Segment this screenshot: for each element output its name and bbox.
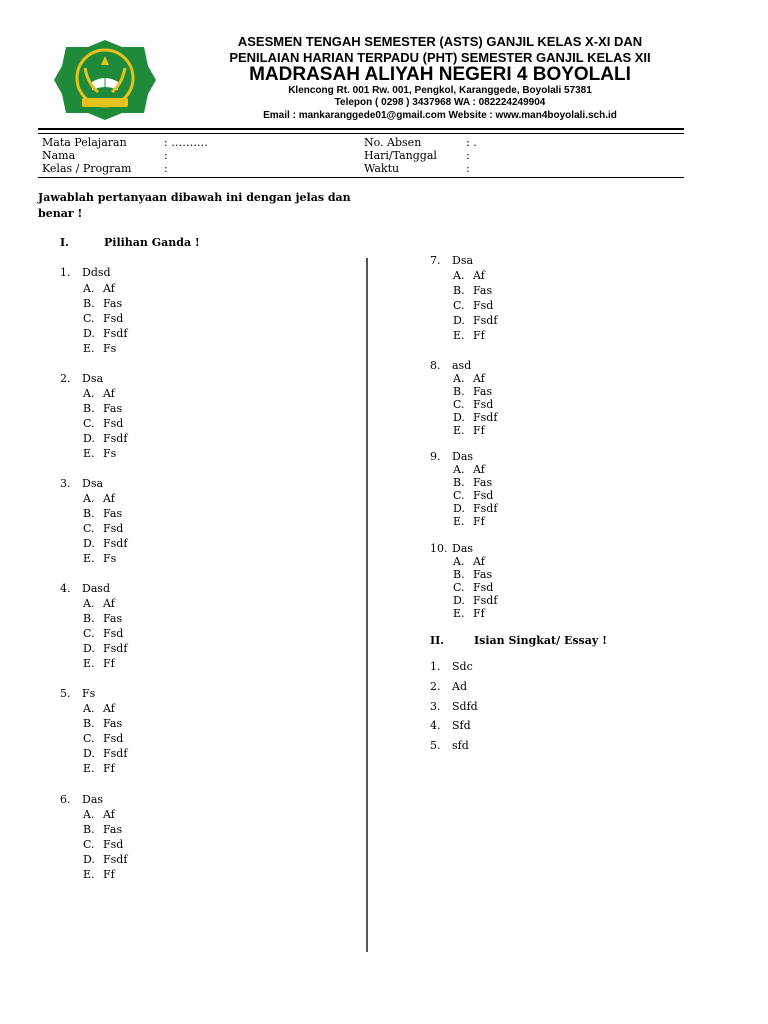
option-letter: C. <box>83 522 95 535</box>
subject-label: Mata Pelajaran <box>42 136 127 149</box>
option-letter: E. <box>453 424 465 437</box>
option-letter: C. <box>83 838 95 851</box>
option-letter: A. <box>453 555 465 568</box>
section2-number: II. <box>430 634 445 647</box>
option-text: Af <box>103 597 115 610</box>
option-letter: A. <box>83 808 95 821</box>
question-number: 1. <box>60 266 71 279</box>
option-letter: D. <box>453 594 465 607</box>
option-text: Fas <box>103 297 123 310</box>
time-value: : <box>466 162 470 175</box>
option-text: Ff <box>473 424 485 437</box>
option-text: Fas <box>473 568 493 581</box>
option-text: Fsd <box>103 838 124 851</box>
option-text: Fas <box>473 284 493 297</box>
essay-number: 3. <box>430 700 441 713</box>
date-value: : <box>466 149 470 162</box>
class-value: : <box>164 162 168 175</box>
instruction-text: Jawablah pertanyaan dibawah ini dengan jelas dan benar ! <box>38 191 351 220</box>
option-letter: E. <box>83 868 95 881</box>
option-letter: A. <box>83 597 95 610</box>
option-letter: E. <box>83 342 95 355</box>
option-text: Fsd <box>103 312 124 325</box>
option-text: Fsdf <box>473 502 498 515</box>
header-rule-thin <box>38 133 684 134</box>
option-letter: A. <box>83 702 95 715</box>
option-text: Fsdf <box>103 537 128 550</box>
question-number: 8. <box>430 359 441 372</box>
option-text: Fas <box>473 385 493 398</box>
option-text: Fs <box>103 552 117 565</box>
question-text: Dsa <box>82 372 104 385</box>
option-letter: D. <box>83 537 95 550</box>
option-letter: D. <box>83 853 95 866</box>
madrasah-logo <box>52 38 158 122</box>
option-letter: A. <box>83 492 95 505</box>
option-letter: D. <box>83 432 95 445</box>
question-text: Ddsd <box>82 266 111 279</box>
option-letter: E. <box>83 552 95 565</box>
question-number: 9. <box>430 450 441 463</box>
option-letter: B. <box>453 284 465 297</box>
option-text: Af <box>473 463 485 476</box>
essay-number: 4. <box>430 719 441 732</box>
option-letter: B. <box>83 507 95 520</box>
option-letter: E. <box>83 657 95 670</box>
option-letter: B. <box>453 568 465 581</box>
absen-label: No. Absen <box>364 136 422 149</box>
option-text: Af <box>103 492 115 505</box>
option-text: Fsdf <box>473 594 498 607</box>
question-number: 10. <box>430 542 448 555</box>
essay-number: 2. <box>430 680 441 693</box>
essay-text: Ad <box>452 680 467 693</box>
header-rule-top <box>38 128 684 130</box>
option-letter: B. <box>83 402 95 415</box>
option-text: Fsd <box>103 732 124 745</box>
option-text: Af <box>473 269 485 282</box>
school-contact: Email : mankaranggede01@gmail.com Website : www.man4boyolali.sch.id <box>263 110 617 121</box>
question-text: Fs <box>82 687 96 700</box>
option-text: Fas <box>103 507 123 520</box>
option-letter: B. <box>83 297 95 310</box>
option-letter: E. <box>453 329 465 342</box>
question-text: Dsa <box>82 477 104 490</box>
school-address: Klencong Rt. 001 Rw. 001, Pengkol, Karanggede, Boyolali 57381 <box>288 85 592 96</box>
option-letter: A. <box>453 463 465 476</box>
option-text: Fsdf <box>473 314 498 327</box>
option-text: Fsdf <box>103 432 128 445</box>
question-number: 5. <box>60 687 71 700</box>
option-letter: C. <box>83 627 95 640</box>
option-text: Fsd <box>473 299 494 312</box>
option-letter: C. <box>83 312 95 325</box>
essay-text: Sdc <box>452 660 473 673</box>
option-letter: A. <box>83 387 95 400</box>
option-letter: C. <box>453 398 465 411</box>
option-text: Fsd <box>473 398 494 411</box>
option-letter: E. <box>83 447 95 460</box>
option-letter: E. <box>453 607 465 620</box>
time-label: Waktu <box>364 162 400 175</box>
option-letter: E. <box>83 762 95 775</box>
option-letter: B. <box>83 717 95 730</box>
option-letter: C. <box>453 299 465 312</box>
option-text: Fsd <box>103 417 124 430</box>
question-number: 3. <box>60 477 71 490</box>
option-text: Fsdf <box>473 411 498 424</box>
option-text: Fas <box>103 402 123 415</box>
option-letter: D. <box>453 314 465 327</box>
option-text: Fsdf <box>103 642 128 655</box>
option-letter: D. <box>83 747 95 760</box>
option-text: Fsd <box>473 581 494 594</box>
name-value: : <box>164 149 168 162</box>
option-text: Fsdf <box>103 747 128 760</box>
option-letter: D. <box>83 642 95 655</box>
option-letter: B. <box>453 385 465 398</box>
option-letter: C. <box>453 489 465 502</box>
question-text: asd <box>452 359 472 372</box>
essay-number: 5. <box>430 739 441 752</box>
option-text: Ff <box>103 657 115 670</box>
option-text: Ff <box>473 329 485 342</box>
option-text: Af <box>473 372 485 385</box>
option-letter: C. <box>83 732 95 745</box>
school-phone: Telepon ( 0298 ) 3437968 WA : 082224249904 <box>334 97 546 108</box>
option-text: Af <box>103 702 115 715</box>
question-text: Dsa <box>452 254 474 267</box>
exam-title-line1: ASESMEN TENGAH SEMESTER (ASTS) GANJIL KELAS X-XI DAN <box>237 34 643 49</box>
exam-title-line2: PENILAIAN HARIAN TERPADU (PHT) SEMESTER GANJIL KELAS XII <box>229 50 651 65</box>
option-text: Ff <box>103 762 115 775</box>
school-name: MADRASAH ALIYAH NEGERI 4 BOYOLALI <box>249 64 631 85</box>
option-letter: A. <box>83 282 95 295</box>
option-letter: B. <box>83 823 95 836</box>
option-letter: B. <box>83 612 95 625</box>
option-text: Fsdf <box>103 853 128 866</box>
absen-value: : . <box>466 136 477 149</box>
section1-title: Pilihan Ganda ! <box>104 236 200 249</box>
option-letter: E. <box>453 515 465 528</box>
subject-value: : ………. <box>164 136 208 149</box>
date-label: Hari/Tanggal <box>364 149 437 162</box>
name-label: Nama <box>42 149 76 162</box>
class-label: Kelas / Program <box>42 162 132 175</box>
option-letter: B. <box>453 476 465 489</box>
question-number: 6. <box>60 793 71 806</box>
option-text: Fas <box>103 612 123 625</box>
option-letter: A. <box>453 372 465 385</box>
essay-number: 1. <box>430 660 441 673</box>
question-number: 7. <box>430 254 441 267</box>
essay-text: Sfd <box>452 719 471 732</box>
option-letter: D. <box>453 502 465 515</box>
essay-text: Sdfd <box>452 700 478 713</box>
option-letter: A. <box>453 269 465 282</box>
option-text: Fsd <box>103 522 124 535</box>
option-text: Ff <box>103 868 115 881</box>
section1-number: I. <box>60 236 69 249</box>
question-text: Das <box>452 542 474 555</box>
option-text: Af <box>473 555 485 568</box>
option-letter: C. <box>83 417 95 430</box>
option-text: Ff <box>473 607 485 620</box>
column-divider <box>366 258 368 952</box>
question-number: 2. <box>60 372 71 385</box>
option-text: Af <box>103 282 115 295</box>
option-text: Ff <box>473 515 485 528</box>
option-letter: D. <box>83 327 95 340</box>
section2-title: Isian Singkat/ Essay ! <box>474 634 607 647</box>
question-text: Dasd <box>82 582 111 595</box>
question-text: Das <box>452 450 474 463</box>
question-text: Das <box>82 793 104 806</box>
option-text: Fas <box>103 823 123 836</box>
option-text: Fas <box>103 717 123 730</box>
option-text: Fsdf <box>103 327 128 340</box>
essay-text: sfd <box>452 739 469 752</box>
option-text: Fs <box>103 342 117 355</box>
question-number: 4. <box>60 582 71 595</box>
option-text: Fsd <box>473 489 494 502</box>
option-text: Af <box>103 387 115 400</box>
option-letter: D. <box>453 411 465 424</box>
option-text: Fsd <box>103 627 124 640</box>
option-letter: C. <box>453 581 465 594</box>
option-text: Af <box>103 808 115 821</box>
info-rule-bottom <box>38 177 684 178</box>
option-text: Fas <box>473 476 493 489</box>
option-text: Fs <box>103 447 117 460</box>
